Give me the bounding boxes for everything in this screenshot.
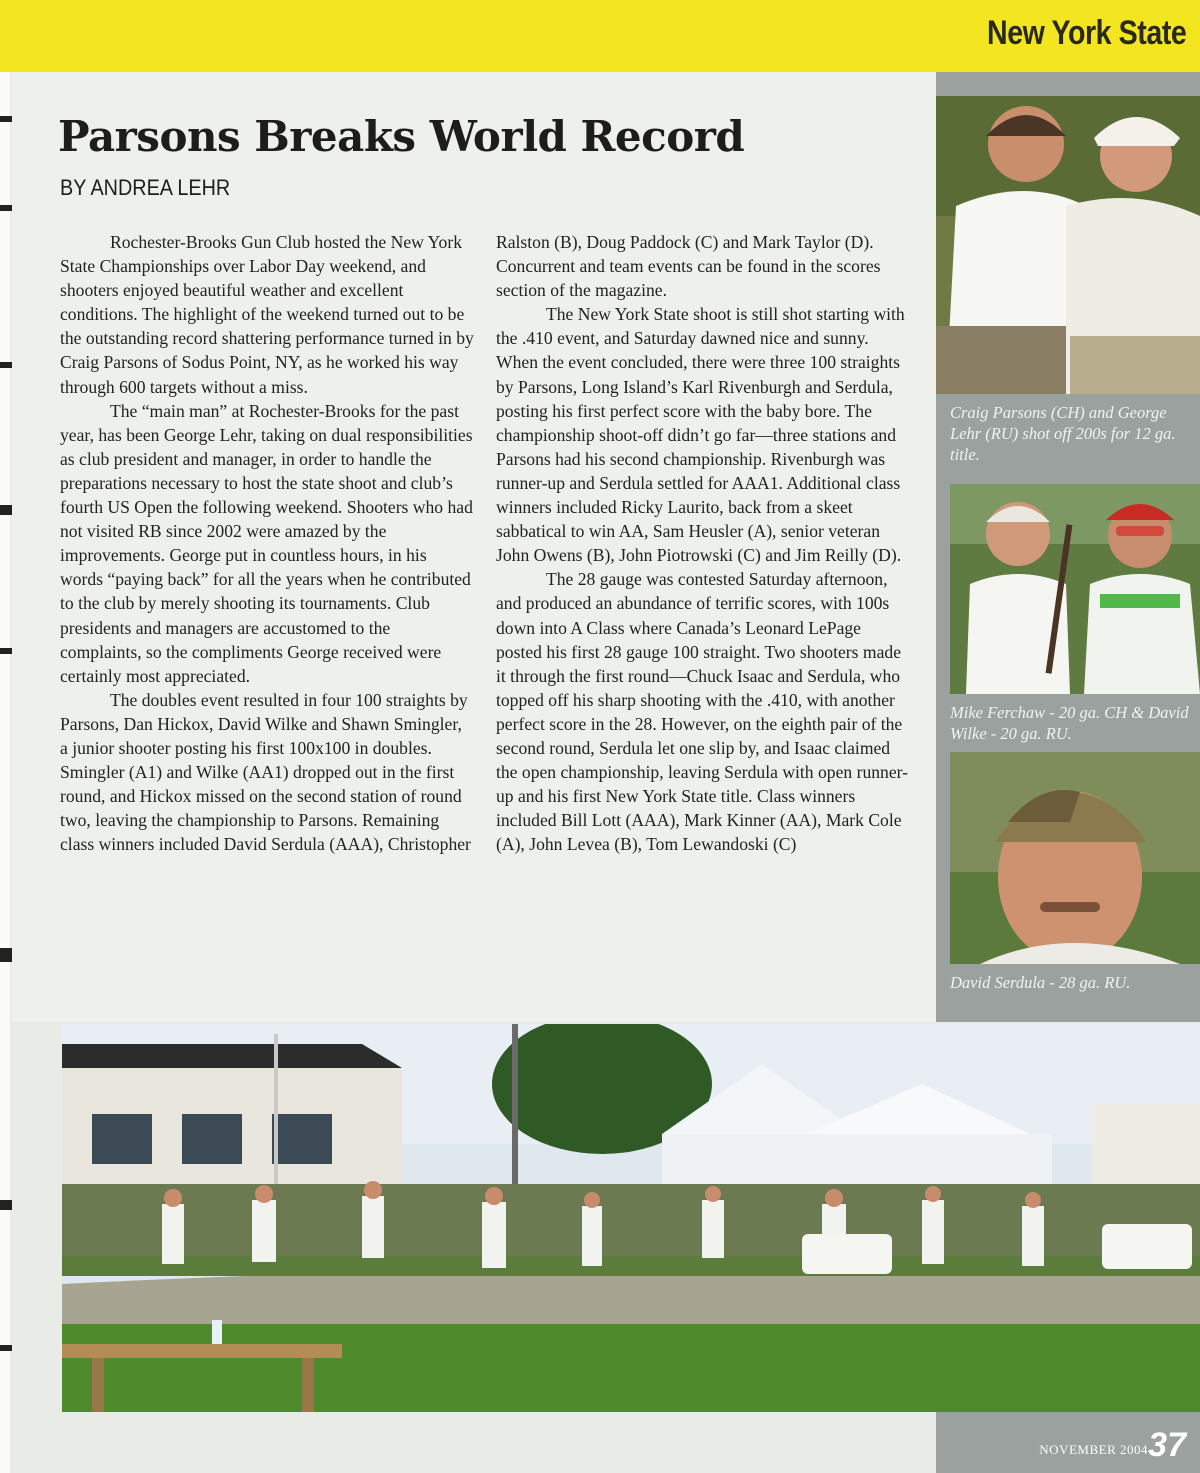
binding-mark [0, 505, 12, 515]
binding-mark [0, 116, 12, 122]
binding-mark [0, 648, 12, 654]
article-byline: BY ANDREA LEHR [60, 175, 231, 200]
binding-rail [0, 72, 10, 1473]
photo-parsons-lehr [936, 96, 1200, 394]
paragraph: The “main man” at Rochester-Brooks for the past year, has been George Lehr, taking on dual responsibilities as club president and manager, in order to handle the preparations necessary to host the state shoot and club’s fourth US Open the following weekend. Shooters who had not visited RB since 2002 were amazed by the improvements. George put in countless hours, in his words “paying back” for all the years when he contributed to the club by merely shooting its tournaments. Club presidents and managers are accustomed to the complaints, so the compliments George received were certainly most appreciated. [60, 400, 473, 686]
page-number: 37 [1148, 1426, 1186, 1464]
binding-mark [0, 1345, 12, 1351]
page-footer [936, 1412, 1200, 1473]
binding-mark [0, 1200, 12, 1210]
paragraph: Rochester-Brooks Gun Club hosted the New York State Championships over Labor Day weekend, and shooters enjoyed beautiful weather and excellent conditions. The highlight of the weekend turned out to be the outstanding record shattering performance turned in by Craig Parsons of Sodus Point, NY, as he worked his way through 600 targets without a miss. [60, 232, 474, 397]
photo-caption: David Serdula - 28 ga. RU. [950, 973, 1131, 992]
binding-mark [0, 948, 12, 962]
photo-caption: Craig Parsons (CH) and George Lehr (RU) shot off 200s for 12 ga. title. [950, 403, 1176, 464]
article-column-2 [496, 230, 910, 856]
binding-mark [0, 362, 12, 368]
paragraph: The New York State shoot is still shot starting with the .410 event, and Saturday dawned nice and sunny. When the event concluded, there were three 100 straights by Parsons, Long Island’s Karl Rivenburgh and Serdula, posting his first perfect score with the baby bore. The championship shoot-off didn’t go far—three stations and Parsons had his second championship. Rivenburgh was runner-up and Serdula settled for AAA1. Additional class winners included Ricky Laurito, back from a skeet sabbatical to win AA, Sam Heusler (A), senior veteran John Owens (B), John Piotrowski (C) and Jim Reilly (D). [496, 304, 905, 566]
photo-club-grounds [62, 1024, 1200, 1412]
photo-serdula [950, 752, 1200, 964]
paragraph: Ralston (B), Doug Paddock (C) and Mark Taylor (D). Concurrent and team events can be found in the scores section of the magazine. [496, 232, 881, 301]
section-label: New York State [986, 14, 1186, 52]
paragraph: The 28 gauge was contested Saturday afternoon, and produced an abundance of terrific scores, with 100s down into A Class where Canada’s Leonard LePage posted his first 28 gauge 100 straight. Two shooters made it through the first round—Chuck Isaac and Serdula, who topped off his sharp shooting with the .410, with another perfect score in the 28. However, on the eighth pair of the second round, Serdula let one slip by, and Isaac claimed the open championship, leaving Serdula with open runner-up and his first New York State title. Class winners included Bill Lott (AAA), Mark Kinner (AA), Mark Cole (A), John Levea (B), Tom Lewandoski (C) [496, 569, 909, 855]
photo-ferchaw-wilke [950, 484, 1200, 694]
article-title: Parsons Breaks World Record [58, 112, 745, 161]
issue-date: NOVEMBER 2004 [1039, 1442, 1148, 1457]
paragraph: The doubles event resulted in four 100 straights by Parsons, Dan Hickox, David Wilke and Shawn Smingler, a junior shooter posting his first 100x100 in doubles. Smingler (A1) and Wilke (AA1) dropped out in the first round, and Hickox missed on the second station of round two, leaving the championship to Parsons. Remaining class winners included David Serdula (AAA), Christopher [60, 689, 471, 855]
article-column-1 [60, 230, 474, 856]
photo-caption: Mike Ferchaw - 20 ga. CH & David Wilke - 20 ga. RU. [950, 703, 1189, 743]
binding-mark [0, 205, 12, 211]
